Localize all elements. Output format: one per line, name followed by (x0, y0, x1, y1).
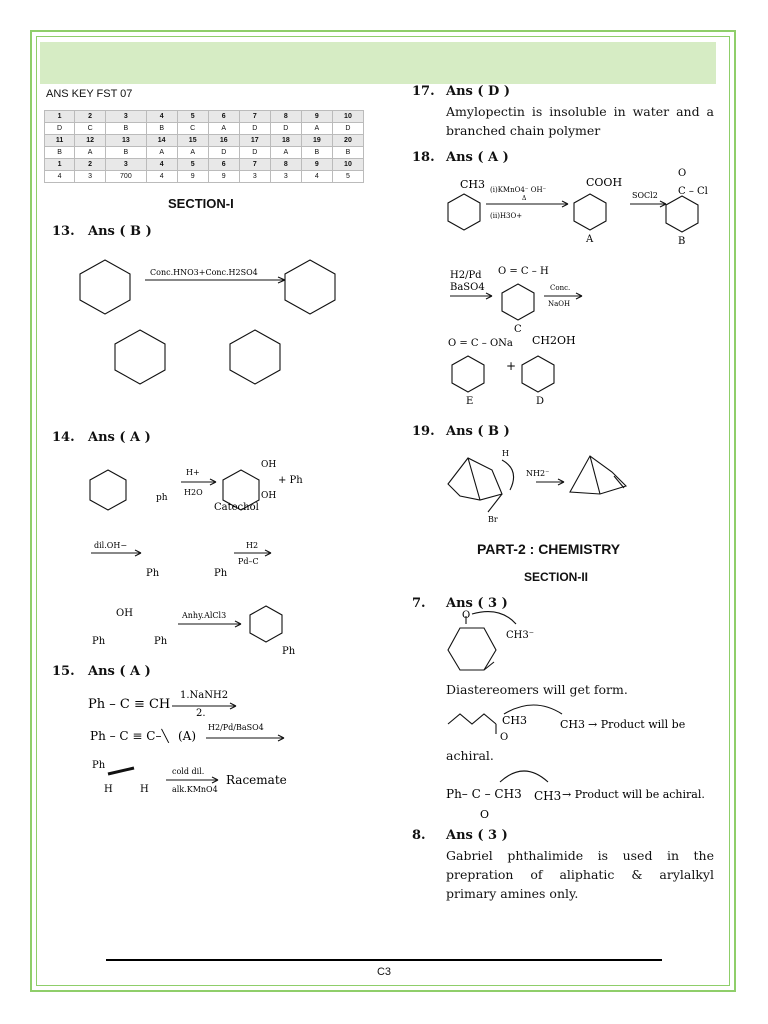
benzene-ring (90, 470, 126, 510)
baso4-label: BaSO4 (450, 282, 485, 293)
answer-key-table (44, 110, 364, 183)
br-label: Br (488, 515, 498, 524)
ph-label: Ph (92, 760, 106, 771)
q8-explanation: Gabriel phthalimide is used in the prepration of aliphatic & arylalkyl primary amines only. (446, 848, 714, 901)
norbornane-skeleton (448, 458, 502, 500)
oh-label: OH (116, 608, 133, 619)
answer-key-cell: B (301, 147, 332, 159)
q8-answer: Ans ( 3 ) (446, 828, 508, 843)
ph-label: Ph (214, 568, 228, 579)
answer-key-title: ANS KEY FST 07 (46, 88, 133, 100)
answer-key-row (45, 135, 364, 147)
compound-d-label: D (536, 396, 545, 406)
curved-arrow (502, 460, 514, 490)
benzene-ring (250, 606, 282, 642)
q19-number: 19. (412, 424, 435, 439)
q13-answer: Ans ( B ) (88, 224, 152, 239)
q19-answer: Ans ( B ) (446, 424, 510, 439)
answer-key-cell: B (45, 147, 75, 159)
answer-key-cell: 9 (301, 159, 332, 171)
answer-key-cell: A (301, 123, 332, 135)
q13-reagent: Conc.HNO3+Conc.H2SO4 (150, 268, 258, 277)
answer-key-cell: 5 (332, 171, 363, 183)
benzene-ring (666, 196, 698, 232)
answer-key-cell: 13 (106, 135, 146, 147)
o-label: O (480, 808, 490, 821)
answer-key-cell: 19 (301, 135, 332, 147)
h2-label: H2 (246, 541, 259, 550)
answer-key-cell: C (75, 123, 106, 135)
q18-answer: Ans ( A ) (446, 150, 509, 165)
answer-key-cell: 4 (146, 111, 177, 123)
alkyl-chain (448, 714, 496, 724)
answer-key-cell: A (270, 147, 301, 159)
cooh-label: COOH (586, 176, 623, 189)
benzene-ring (574, 194, 606, 230)
answer-key-cell: 3 (239, 171, 270, 183)
answer-key-cell: C (177, 123, 208, 135)
h2-pd-label: H2/Pd (450, 270, 482, 281)
answer-key-cell: 6 (208, 159, 239, 171)
answer-key-cell: 10 (332, 111, 363, 123)
answer-key-row (45, 111, 364, 123)
naoh-label: NaOH (548, 300, 571, 308)
acetophenone-label: Ph– C – CH3 (446, 787, 522, 801)
benzene-ring (522, 356, 554, 392)
answer-key-cell: 5 (177, 111, 208, 123)
benzene-ring (80, 260, 130, 314)
answer-key-cell: D (239, 123, 270, 135)
cyclohexanone-ring (448, 628, 496, 670)
answer-key-cell: 17 (239, 135, 270, 147)
q15-reaction-scheme (88, 680, 388, 800)
q15-number: 15. (52, 664, 75, 679)
ch3-anion-label: CH3 (534, 789, 562, 803)
q18-number: 18. (412, 150, 435, 165)
oh-label: OH (261, 491, 277, 501)
answer-key-cell: 1 (45, 159, 75, 171)
answer-key-row (45, 171, 364, 183)
answer-key-cell: 8 (270, 111, 301, 123)
q13-number: 13. (52, 224, 75, 239)
benzene-ring (285, 260, 335, 314)
answer-key-cell: 4 (301, 171, 332, 183)
compound-b-label: B (678, 236, 686, 247)
answer-key-cell: A (75, 147, 106, 159)
answer-key-cell: 14 (146, 135, 177, 147)
answer-key-cell: 4 (45, 171, 75, 183)
q14-answer: Ans ( A ) (88, 430, 151, 445)
header-band (40, 42, 716, 84)
q7-acetophenone-scheme (444, 766, 724, 826)
aldehyde-label: O = C – H (498, 266, 549, 277)
answer-key-cell: A (177, 147, 208, 159)
answer-key-cell: A (146, 147, 177, 159)
ch3-label: CH3 (502, 714, 528, 727)
section-2-heading: SECTION-II (524, 570, 589, 584)
o-label: O (500, 732, 509, 740)
intermediate-a-label: (A) (178, 729, 197, 743)
dil-oh-label: dil.OH− (94, 541, 128, 550)
h-label: H (140, 784, 149, 795)
benzene-ring (502, 284, 534, 320)
ch3-label: CH3 (460, 178, 486, 191)
delta-label: Δ (522, 195, 527, 202)
answer-key-cell: B (146, 123, 177, 135)
benzene-ring (452, 356, 484, 392)
o-label: O (462, 610, 471, 621)
answer-key-cell: D (208, 147, 239, 159)
nh2-label: NH2⁻ (526, 469, 550, 478)
acyl-chloride-label: C – Cl (678, 186, 708, 197)
q17-number: 17. (412, 84, 435, 99)
product-note-1: → Product will be (588, 718, 686, 731)
answer-key-cell: 8 (270, 159, 301, 171)
q7-cyclohexanone-scheme (440, 610, 560, 680)
answer-key-cell: 3 (75, 171, 106, 183)
reagent-2: 2. (196, 708, 206, 719)
part-2-heading: PART-2 : CHEMISTRY (477, 541, 621, 557)
answer-key-cell: B (106, 147, 146, 159)
answer-key-cell: D (270, 123, 301, 135)
plus-label: + (506, 359, 517, 373)
q8-number: 8. (412, 828, 426, 843)
ph-label: Ph (146, 568, 160, 579)
answer-key-cell: B (332, 147, 363, 159)
ph-label: Ph (154, 636, 168, 647)
answer-key-cell: 2 (75, 111, 106, 123)
q7-diastereomer-note: Diastereomers will get form. (446, 682, 628, 697)
benzene-ring (230, 330, 280, 384)
h-plus-label: H+ (186, 468, 200, 477)
h-label: H (502, 449, 509, 458)
cold-dil-label: cold dil. (172, 767, 205, 776)
answer-key-cell: 3 (106, 111, 146, 123)
h2o-label: H2O (184, 488, 203, 497)
compound-e-label: E (466, 396, 474, 406)
answer-key-row (45, 147, 364, 159)
answer-key-cell: 4 (146, 171, 177, 183)
q17-explanation: Amylopectin is insoluble in water and a branched chain polymer (446, 104, 714, 138)
reactant-line: Ph – C ≡ CH (88, 697, 171, 712)
q13-reaction-scheme (60, 238, 380, 408)
ch2oh-label: CH2OH (532, 334, 576, 347)
answer-key-cell: 18 (270, 135, 301, 147)
ph-label: Ph (92, 636, 106, 647)
q14-number: 14. (52, 430, 75, 445)
reagent-3: H2/Pd/BaSO4 (208, 723, 264, 732)
answer-key-cell: 9 (301, 111, 332, 123)
answer-key-cell: 16 (208, 135, 239, 147)
pd-c-label: Pd–C (238, 557, 259, 566)
answer-key-cell: 11 (45, 135, 75, 147)
q18-reaction-scheme (440, 166, 730, 406)
answer-key-cell: 3 (270, 171, 301, 183)
answer-key-cell: A (208, 123, 239, 135)
compound-c-label: C (514, 324, 522, 335)
socl2-label: SOCl2 (632, 191, 658, 200)
ph-label: ph (156, 493, 168, 503)
h-label: H (104, 784, 113, 795)
reagent-2: (ii)H3O+ (490, 212, 523, 220)
curved-arrow (472, 612, 516, 624)
q7-number: 7. (412, 596, 426, 611)
q7-ketone-scheme (444, 700, 724, 740)
sodium-benzoate-label: O = C – ONa (448, 338, 513, 349)
oh-label: OH (261, 460, 277, 470)
q19-elimination-scheme (440, 440, 640, 530)
answer-key-cell: 20 (332, 135, 363, 147)
q7-answer: Ans ( 3 ) (446, 596, 508, 611)
section-1-heading: SECTION-I (168, 196, 234, 211)
benzene-ring (115, 330, 165, 384)
answer-key-cell: 700 (106, 171, 146, 183)
conc-label: Conc. (550, 284, 571, 292)
answer-key-cell: 1 (45, 111, 75, 123)
answer-key-cell: 7 (239, 111, 270, 123)
answer-key-cell: 6 (208, 111, 239, 123)
racemate-label: Racemate (226, 773, 287, 787)
answer-key-row (45, 123, 364, 135)
answer-key-cell: 7 (239, 159, 270, 171)
alk-kmno4-label: alk.KMnO4 (172, 785, 218, 794)
answer-key-cell: 10 (332, 159, 363, 171)
ch3-anion-label: CH3 (560, 718, 586, 731)
answer-key-cell: B (106, 123, 146, 135)
intermediate-line: Ph – C ≡ C–╲ (90, 729, 169, 743)
plus-ph-label: + Ph (278, 475, 303, 486)
q17-answer: Ans ( D ) (446, 84, 511, 99)
product-note-2: → Product will be achiral. (562, 788, 705, 801)
q7-achiral-note: achiral. (446, 748, 494, 763)
q14-reaction-scheme (86, 448, 386, 663)
answer-key-cell: 2 (75, 159, 106, 171)
q15-answer: Ans ( A ) (88, 664, 151, 679)
benzene-ring (448, 194, 480, 230)
ch3-anion-label: CH3⁻ (506, 630, 535, 641)
answer-key-cell: D (332, 123, 363, 135)
answer-key-cell: 4 (146, 159, 177, 171)
answer-key-cell: 3 (106, 159, 146, 171)
footer-rule (106, 959, 662, 961)
answer-key-cell: 9 (177, 171, 208, 183)
reagent-1: (i)KMnO4⁻ OH⁻ (490, 186, 547, 194)
curved-arrow (504, 705, 562, 714)
catechol-label: Catechol (214, 502, 259, 513)
ph-label: Ph (282, 646, 296, 657)
answer-key-cell: 9 (208, 171, 239, 183)
o-label: O (678, 168, 687, 179)
answer-key-cell: 5 (177, 159, 208, 171)
answer-key-row (45, 159, 364, 171)
cis-double-bond (108, 768, 134, 774)
alcl3-label: Anhy.AlCl3 (182, 611, 227, 620)
answer-key-cell: D (239, 147, 270, 159)
compound-a-label: A (586, 234, 594, 245)
page-number: C3 (376, 966, 392, 978)
reagent-1: 1.NaNH2 (180, 690, 229, 701)
answer-key-cell: 15 (177, 135, 208, 147)
answer-key-cell: 12 (75, 135, 106, 147)
answer-key-cell: D (45, 123, 75, 135)
curved-arrow (500, 771, 548, 782)
